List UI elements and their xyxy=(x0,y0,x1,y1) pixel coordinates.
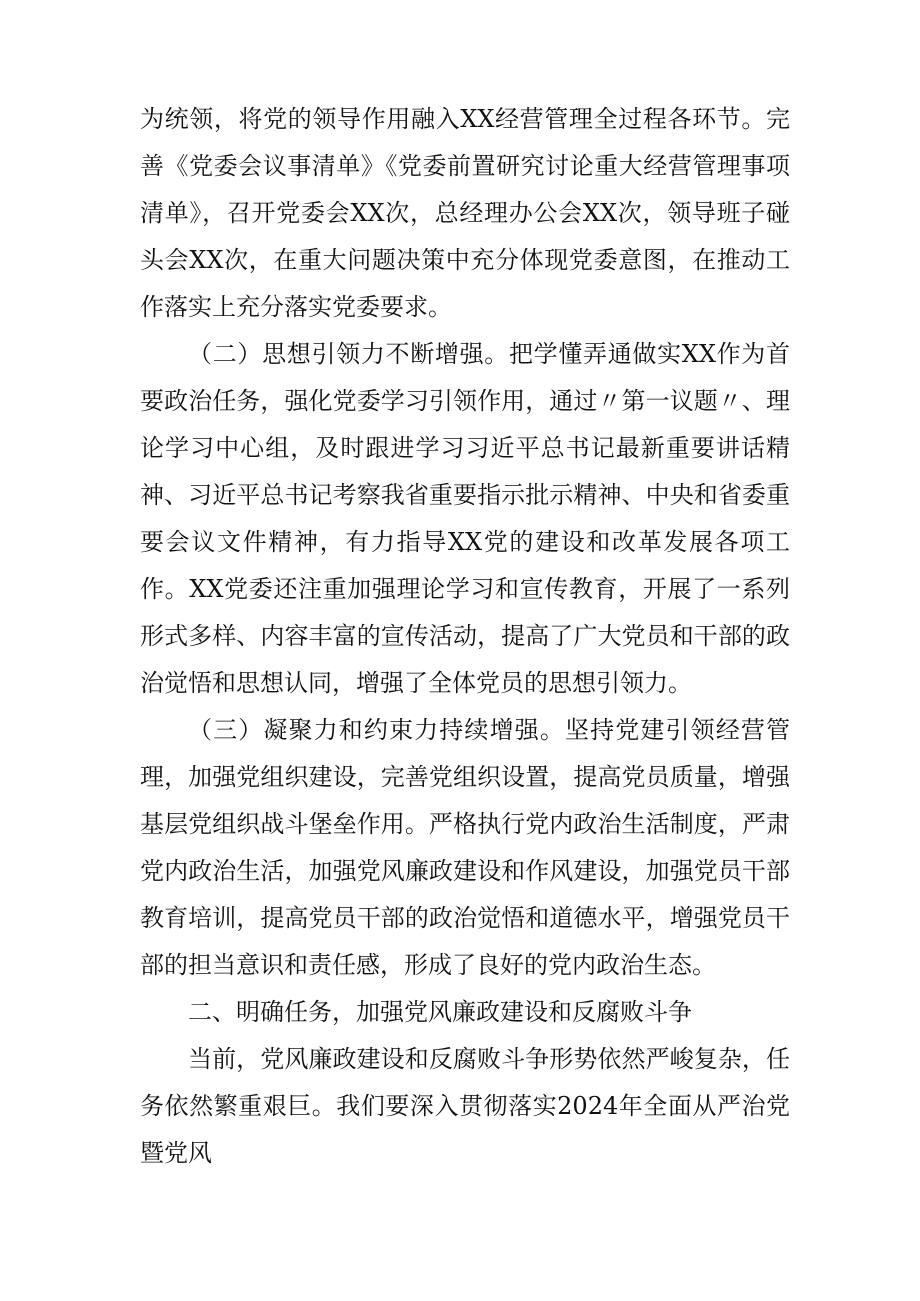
section-heading-two: 二、明确任务，加强党风廉政建设和反腐败斗争 xyxy=(188,998,692,1026)
paragraph-ideological-leadership: （二）思想引领力不断增强。把学懂弄通做实XX作为首要政治任务，强化党委学习引领作用，通过〃第一议题〃、理论学习中心组，及时跟进学习习近平总书记最新重要讲话精神、习近平总书记考察我省重要指示批示精神、中央和省委重要会议文件精神，有力指导XX党的建设和改革发展各项工作。XX党委还注重加强理论学习和宣传教育，开展了一系列形式多样、内容丰富的宣传活动，提高了广大党员和干部的政治觉悟和思想认同，增强了全体党员的思想引领力。 xyxy=(140,340,790,697)
paragraph-current-situation: 当前，党风廉政建设和反腐败斗争形势依然严峻复杂，任务依然繁重艰巨。我们要深入贯彻落实2024年全面从严治党暨党风 xyxy=(140,1045,790,1167)
document-body xyxy=(140,96,790,1177)
paragraph-cohesion-constraint: （三）凝聚力和约束力持续增强。坚持党建引领经营管理，加强党组织建设，完善党组织设置，提高党员质量，增强基层党组织战斗堡垒作用。严格执行党内政治生活制度，严肃党内政治生活，加强党风廉政建设和作风建设，加强党员干部教育培训，提高党员干部的政治觉悟和道德水平，增强党员干部的担当意识和责任感，形成了良好的党内政治生态。 xyxy=(140,716,790,979)
paragraph-continuation: 为统领，将党的领导作用融入XX经营管理全过程各环节。完善《党委会议事清单》《党委前置研究讨论重大经营管理事项清单》，召开党委会XX次，总经理办公会XX次，领导班子碰头会XX次，在重大问题决策中充分体现党委意图，在推动工作落实上充分落实党委要求。 xyxy=(140,105,790,321)
